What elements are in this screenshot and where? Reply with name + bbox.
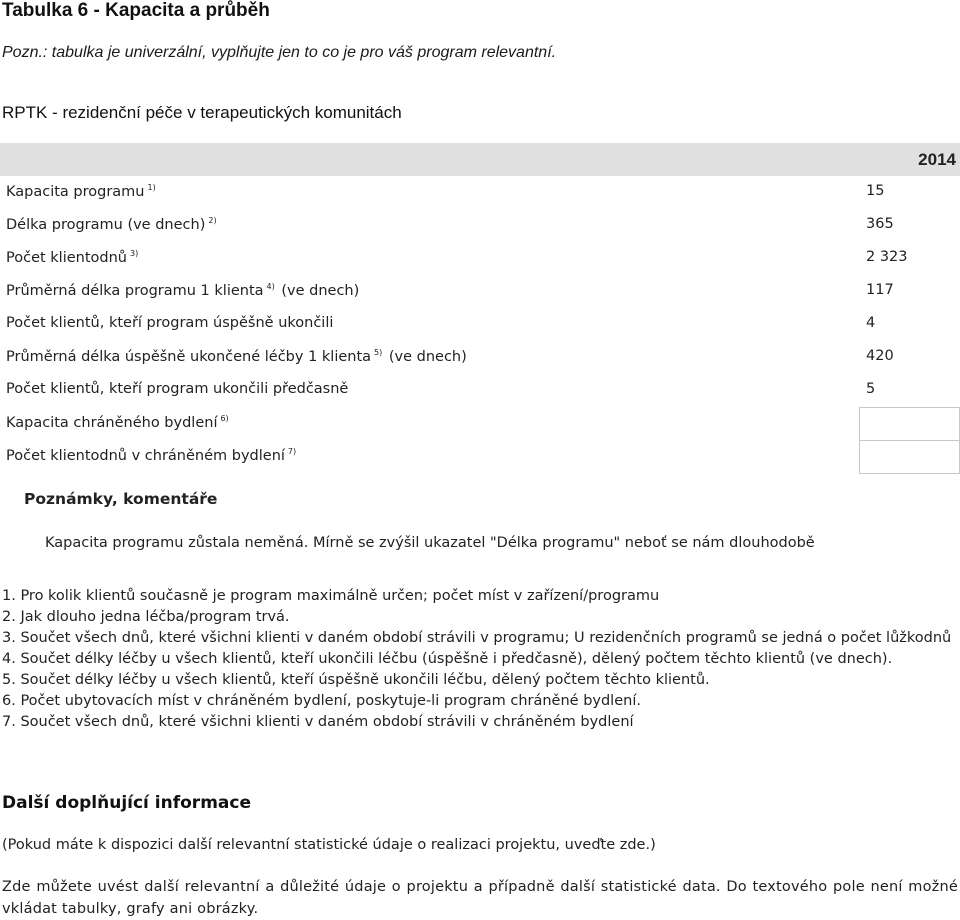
footnote-ref: 7) [287, 447, 297, 456]
row-label [6, 216, 219, 233]
table-row [0, 440, 960, 473]
footnote-ref: 3) [130, 249, 139, 258]
footnote-item: 4. Součet délky léčby u všech klientů, kteří ukončili léčbu (úspěšně i předčasně), dělený počtem těchto klientů (ve dnech). [2, 651, 893, 667]
table-row [0, 242, 960, 275]
table-row [0, 176, 960, 209]
row-label [6, 414, 231, 431]
capacity-table [0, 143, 960, 473]
footnote-item: 1. Pro kolik klientů současně je program maximálně určen; počet míst v zařízení/programu [2, 588, 660, 604]
row-label [6, 447, 298, 464]
footnote-item: 5. Součet délky léčby u všech klientů, kteří úspěšně ukončili léčbu, dělený počtem těchto klientů. [2, 672, 710, 688]
page-note: Pozn.: tabulka je univerzální, vyplňujte jen to co je pro váš program relevantní. [2, 44, 557, 61]
table-body [0, 176, 960, 473]
row-label [6, 315, 333, 331]
row-label-text: Průměrná délka úspěšně ukončené léčby 1 klienta [6, 349, 372, 365]
year-header: 2014 [918, 150, 956, 169]
row-value: 420 [866, 348, 894, 364]
row-label-text: Počet klientodnů v chráněném bydlení [6, 448, 285, 464]
row-label [6, 381, 348, 397]
page-title: Tabulka 6 - Kapacita a průběh [2, 0, 270, 21]
row-value: 4 [866, 315, 876, 331]
row-value: 5 [866, 381, 876, 397]
footnote-item: 6. Počet ubytovacích míst v chráněném bydlení, poskytuje-li program chráněné bydlení. [2, 693, 641, 709]
row-label-suffix: (ve dnech) [388, 349, 467, 365]
row-label [6, 183, 158, 200]
footnote-item: 2. Jak dlouho jedna léčba/program trvá. [2, 609, 290, 625]
row-label [6, 282, 359, 299]
footnote-ref: 4) [266, 282, 275, 291]
row-label-text: Počet klientů, kteří program úspěšně ukončili [6, 315, 334, 331]
footnote-item: 3. Součet všech dnů, které všichni klienti v daném období strávili v programu; U rezidenčních programů se jedná o počet lůžkodnů [2, 630, 952, 646]
row-label-text: Kapacita programu [6, 184, 145, 200]
row-value: 2 323 [866, 249, 908, 265]
footnote-item: 7. Součet všech dnů, které všichni klienti v daném období strávili v chráněném bydlení [2, 714, 634, 730]
comments-title: Poznámky, komentáře [24, 490, 218, 508]
comments-text: Kapacita programu zůstala neměná. Mírně se zvýšil ukazatel "Délka programu" neboť se nám dlouhodobě [45, 535, 815, 551]
row-label-text: Délka programu (ve dnech) [6, 217, 206, 233]
row-label-text: Počet klientodnů [6, 250, 127, 266]
row-value: 365 [866, 216, 894, 232]
row-label-text: Počet klientů, kteří program ukončili předčasně [6, 381, 349, 397]
row-value: 117 [866, 282, 894, 298]
row-label-text: Kapacita chráněného bydlení [6, 415, 218, 431]
table-row [0, 374, 960, 407]
additional-info-note: (Pokud máte k dispozici další relevantní statistické údaje o realizaci projektu, uveďte zde.) [2, 837, 656, 853]
additional-info-body: Zde můžete uvést další relevantní a důležité údaje o projektu a případně další statistické data. Do textového pole není možné vkládat tabulky, grafy ani obrázky. [2, 879, 958, 917]
row-label-text: Průměrná délka programu 1 klienta [6, 283, 264, 299]
table-row [0, 209, 960, 242]
row-value: 15 [866, 183, 885, 199]
row-label-suffix: (ve dnech) [281, 283, 360, 299]
empty-value-cell[interactable] [859, 407, 960, 440]
footnote-ref: 6) [220, 414, 229, 423]
footnote-ref: 2) [208, 216, 217, 225]
footnotes-list [2, 586, 957, 733]
row-label [6, 348, 467, 365]
additional-info-title: Další doplňující informace [2, 793, 251, 813]
table-row [0, 275, 960, 308]
table-row [0, 407, 960, 440]
footnote-ref: 5) [374, 348, 383, 357]
footnote-ref: 1) [147, 183, 156, 192]
table-row [0, 341, 960, 374]
table-row [0, 308, 960, 341]
table-header [0, 143, 960, 176]
row-label [6, 249, 140, 266]
section-title: RPTK - rezidenční péče v terapeutických komunitách [2, 103, 402, 122]
empty-value-cell[interactable] [859, 440, 960, 474]
